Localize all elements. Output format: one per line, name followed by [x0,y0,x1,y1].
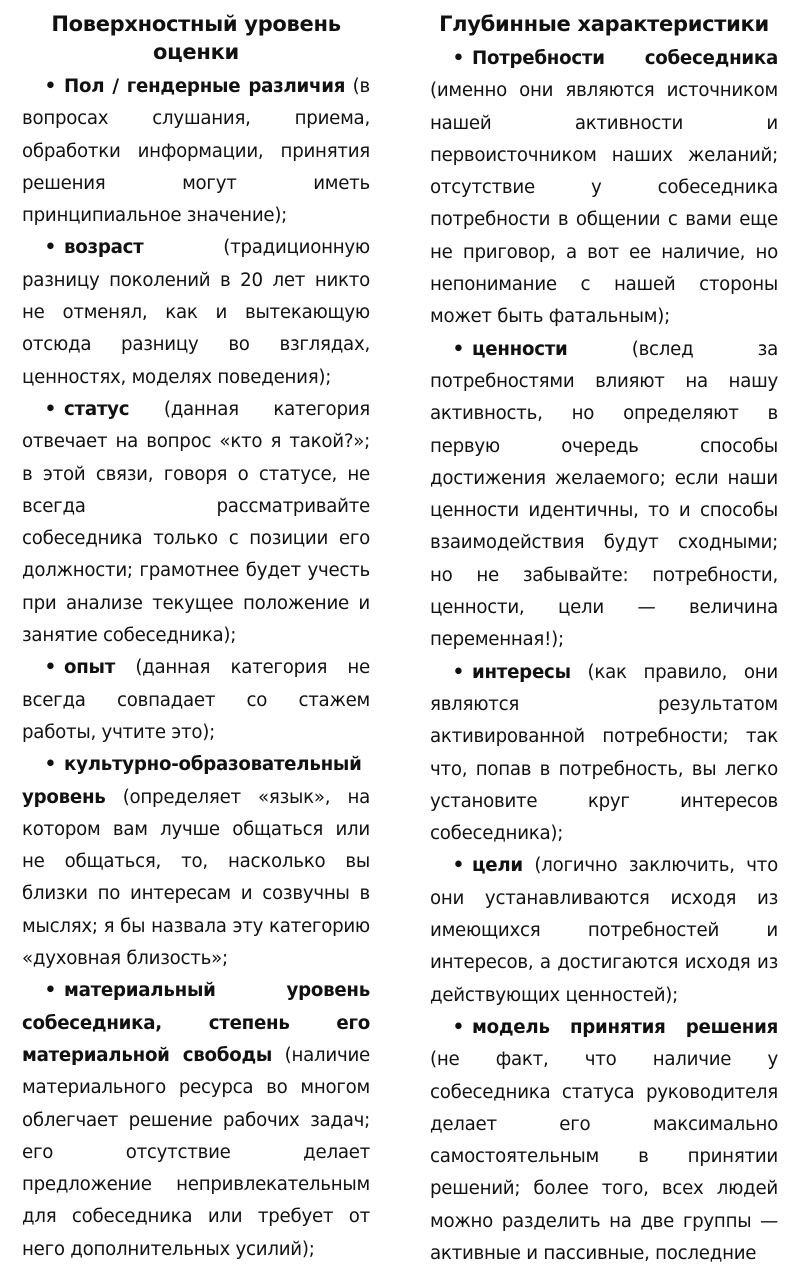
item-text: (в вопросах слушания, приема, обработки информации, принятия решения могут иметь принципиальное значение); [22,76,370,227]
list-item [430,43,778,334]
list-item [430,850,778,1011]
list-item [22,232,370,393]
list-item [22,975,370,1266]
bullet: • [44,980,56,1002]
list-item [430,334,778,657]
item-text: (именно они являются источником нашей активности и первоисточником наших желаний; отсутствие у собеседника потребности в общении с вами еще не приговор, а вот ее наличие, но непонимание с нашей стороны может быть фатальным); [430,80,778,328]
bullet: • [44,398,56,420]
bullet: • [452,338,464,360]
bullet: • [452,48,464,69]
item-term: материальный уровень собеседника, степень его материальной свободы [22,980,370,1066]
item-text: (данная категория отвечает на вопрос «кто я такой?»; в этой связи, говоря о статусе, не всегда рассматривайте собеседника только с позиции его должности; грамотнее будет учесть при анализе текущее положение и занятие собеседника); [22,398,370,647]
item-term: Пол / гендерные различия [64,76,346,97]
bullet: • [452,661,464,683]
right-column-title: Глубинные характеристики [439,12,769,36]
list-item [430,1012,778,1270]
bullet: • [44,754,56,776]
item-text: (традиционную разницу поколений в 20 лет никто не отменял, как и вытекающую отсюда разницу во взглядах, ценностях, моделях поведения); [22,237,370,388]
bullet: • [44,657,56,679]
item-text: (как правило, они являются результатом активированной потребности; так что, попав в потребность, вы легко установите круг интересов собеседника); [430,661,778,845]
left-column [22,10,370,1260]
item-term: статус [64,398,130,420]
bullet: • [452,855,464,877]
item-term: ценности [472,338,568,360]
item-text: (логично заключить, что они устанавливаются исходя из имеющихся потребностей и интересов, а достигаются исходя из действующих ценностей); [430,855,778,1006]
right-column [430,10,778,1264]
list-item [22,394,370,652]
item-text: (вслед за потребностями влияют на нашу активность, но определяют в первую очередь способы достижения желаемого; если наши ценности идентичны, то и способы взаимодействия будут сходными; но не забывайте: потребности, ценности, цели — величина переменная!); [430,338,778,651]
item-text: (определяет «язык», на котором вам лучше общаться или не общаться, то, насколько вы близки по интересам и созвучны в мыслях; я бы назвала эту категорию «духовная близость»; [22,786,370,970]
item-term: опыт [64,657,116,679]
list-item [22,749,370,975]
item-term: культурно-образовательный уровень [22,754,362,808]
bullet: • [44,237,56,259]
list-item [430,657,778,851]
item-text: (не факт, что наличие у собеседника статуса руководителя делает его максимально самостоятельным в принятии решений; более того, всех людей можно разделить на две группы — активные и пассивные, последние [430,1049,778,1264]
item-term: возраст [64,237,144,259]
bullet: • [44,76,56,97]
item-term: интересы [472,661,571,683]
left-column-title: Поверхностный уровень оценки [51,12,341,64]
list-item [22,71,370,232]
list-item [22,652,370,749]
item-term: Потребности собеседника [472,48,778,69]
item-term: модель принятия решения [472,1016,778,1038]
item-text: (данная категория не всегда совпадает со стажем работы, учтите это); [22,657,370,743]
item-text: (наличие материального ресурса во многом облегчает решение рабочих задач; его отсутствие делает предложение непривлекательным для собеседника или требует от него дополнительных усилий); [22,1044,370,1260]
item-term: цели [472,855,523,877]
bullet: • [452,1016,464,1038]
